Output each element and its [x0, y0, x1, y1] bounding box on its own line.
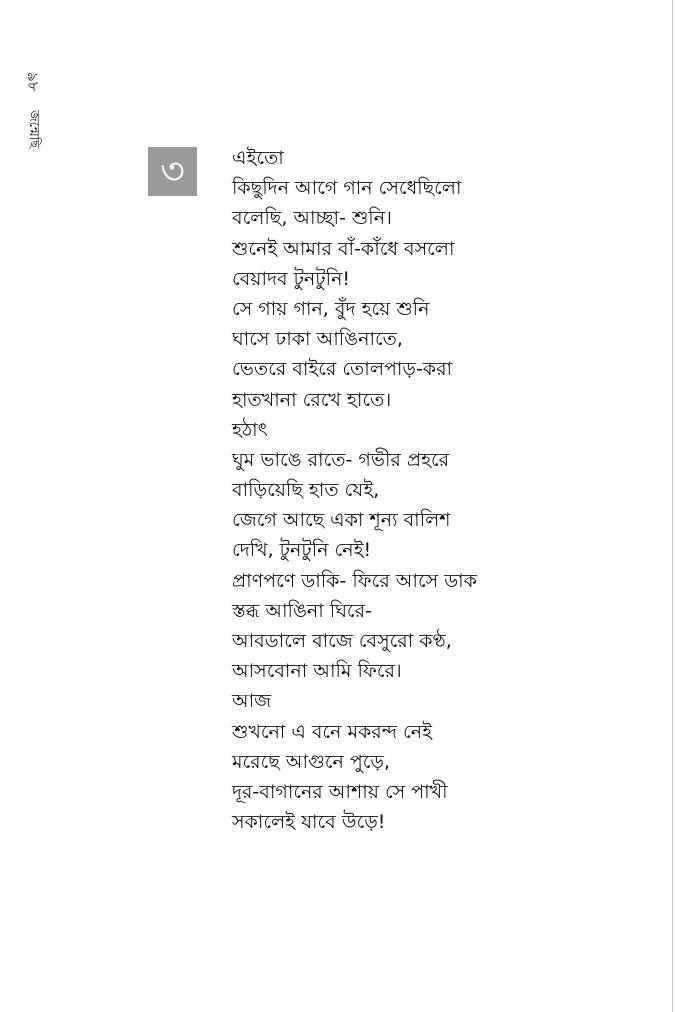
poem-line: শুখনো এ বনে মকরন্দ নেই [232, 720, 432, 743]
poem-line: ঘুম ভাঙে রাতে- গভীর প্রহরে [232, 448, 450, 471]
poem-line: আবডালে বাজে বেসুরো কণ্ঠ, [232, 630, 452, 652]
book-title: জন্মেছি [26, 110, 41, 149]
poem-line: বেয়াদব টুনটুনি! [232, 267, 351, 290]
poem-number-mark [148, 147, 197, 196]
poem-line: এইতো [232, 147, 284, 169]
poem-line: শুনেই আমার বাঁ-কাঁধে বসলো [232, 237, 455, 260]
poem-line: মরেছে আগুনে পুড়ে, [232, 750, 390, 773]
poem-line: হঠাৎ [232, 418, 268, 441]
poem-line: বলেছি, আচ্ছা- শুনি। [232, 207, 392, 230]
poem-number-box-icon [148, 147, 197, 196]
poem-line: ঘাসে ঢাকা আঙিনাতে, [232, 328, 403, 351]
poem-line: হাতখানা রেখে হাতে। [232, 388, 392, 411]
poem-line: বাড়িয়েছি হাত যেই, [232, 479, 380, 502]
poem-line: আসবোনা আমি ফিরে। [232, 660, 402, 683]
poem-line: প্রাণপণে ডাকি- ফিরে আসে ডাক [232, 569, 477, 592]
poem-line: দূর-বাগানের আশায় সে পাখী [232, 780, 448, 803]
running-head [24, 72, 48, 149]
poem-line: স্তব্ধ আঙিনা ঘিরে- [232, 599, 372, 622]
poem-line: দেখি, টুনটুনি নেই! [232, 539, 372, 562]
poem-line: আজ [232, 690, 272, 713]
poem-line: ভেতরে বাইরে তোলপাড়-করা [232, 358, 453, 381]
poem-line: সকালেই যাবে উড়ে! [232, 811, 386, 834]
page-number: ৯৮ [24, 72, 42, 92]
poem-line: জেগে আছে একা শূন্য বালিশ [232, 509, 451, 532]
poem-line: সে গায় গান, বুঁদ হয়ে শুনি [232, 297, 430, 320]
poem-line: কিছুদিন আগে গান সেধেছিলো [232, 177, 462, 200]
page-edge-line [672, 0, 673, 1012]
poem-number-numeral: ৩ [160, 149, 185, 193]
poem-body [232, 143, 652, 837]
